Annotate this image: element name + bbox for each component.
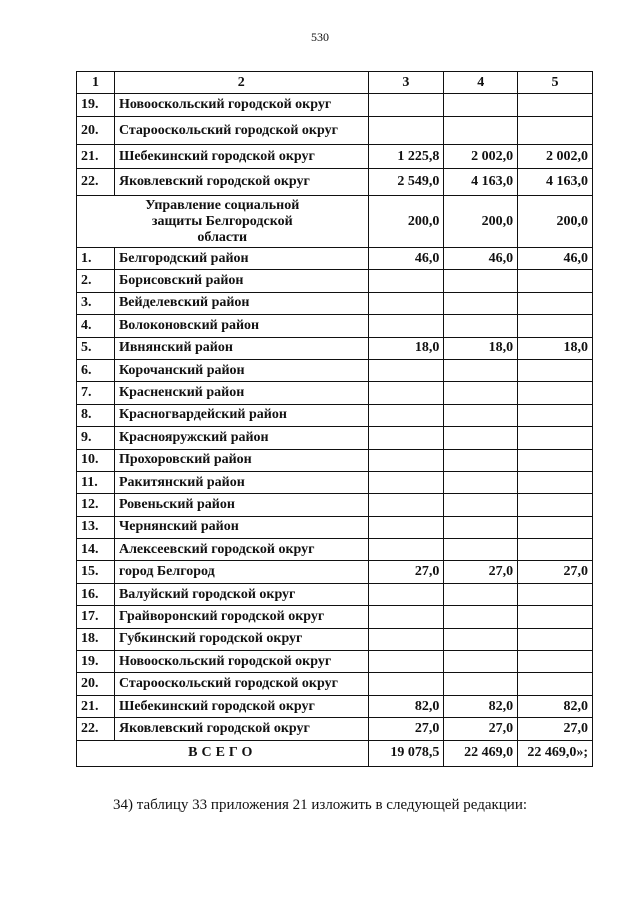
header-cell: 3 bbox=[368, 72, 444, 94]
row-number: 22. bbox=[77, 169, 115, 196]
row-number: 2. bbox=[77, 270, 115, 292]
total-row bbox=[77, 740, 593, 766]
row-number: 11. bbox=[77, 471, 115, 493]
row-name: Вейделевский район bbox=[114, 292, 368, 314]
table-row bbox=[77, 117, 593, 145]
budget-table bbox=[76, 71, 593, 767]
row-value: 2 002,0 bbox=[518, 145, 593, 169]
table-row bbox=[77, 404, 593, 426]
row-value: 200,0 bbox=[368, 196, 444, 248]
row-number: 19. bbox=[77, 94, 115, 117]
row-name: Белгородский район bbox=[114, 248, 368, 270]
row-value bbox=[444, 382, 518, 404]
table-row bbox=[77, 382, 593, 404]
row-value bbox=[368, 94, 444, 117]
row-value: 27,0 bbox=[444, 718, 518, 740]
table-row bbox=[77, 169, 593, 196]
table-row bbox=[77, 651, 593, 673]
row-value bbox=[518, 628, 593, 650]
row-name: город Белгород bbox=[114, 561, 368, 583]
row-value bbox=[368, 606, 444, 628]
total-value: 19 078,5 bbox=[368, 740, 444, 766]
row-value bbox=[368, 516, 444, 538]
row-value bbox=[444, 494, 518, 516]
row-value bbox=[368, 494, 444, 516]
table-row bbox=[77, 516, 593, 538]
row-value bbox=[518, 651, 593, 673]
table-row bbox=[77, 94, 593, 117]
row-value bbox=[444, 651, 518, 673]
row-value bbox=[368, 404, 444, 426]
row-value: 82,0 bbox=[368, 695, 444, 717]
row-name: Новооскольский городской округ bbox=[114, 94, 368, 117]
row-value: 18,0 bbox=[518, 337, 593, 359]
row-value: 200,0 bbox=[444, 196, 518, 248]
row-value: 46,0 bbox=[518, 248, 593, 270]
row-name: Ивнянский район bbox=[114, 337, 368, 359]
row-value: 2 549,0 bbox=[368, 169, 444, 196]
table-row bbox=[77, 494, 593, 516]
row-value bbox=[368, 673, 444, 695]
row-name: Старооскольский городской округ bbox=[114, 673, 368, 695]
row-number: 18. bbox=[77, 628, 115, 650]
table-row bbox=[77, 315, 593, 337]
table-row bbox=[77, 583, 593, 605]
row-value: 82,0 bbox=[518, 695, 593, 717]
row-value bbox=[368, 117, 444, 145]
row-value bbox=[518, 382, 593, 404]
row-name: Губкинский городской округ bbox=[114, 628, 368, 650]
row-value bbox=[444, 471, 518, 493]
row-value: 2 002,0 bbox=[444, 145, 518, 169]
table-row bbox=[77, 337, 593, 359]
row-value bbox=[518, 292, 593, 314]
row-number: 12. bbox=[77, 494, 115, 516]
row-value bbox=[518, 117, 593, 145]
row-name: Яковлевский городской округ bbox=[114, 169, 368, 196]
table-row bbox=[77, 292, 593, 314]
row-number: 20. bbox=[77, 117, 115, 145]
table-row bbox=[77, 427, 593, 449]
row-value bbox=[444, 449, 518, 471]
row-value bbox=[444, 117, 518, 145]
table-row bbox=[77, 606, 593, 628]
row-number: 21. bbox=[77, 145, 115, 169]
header-cell: 5 bbox=[518, 72, 593, 94]
table-row bbox=[77, 539, 593, 561]
row-value bbox=[368, 651, 444, 673]
header-row bbox=[77, 72, 593, 94]
row-name: Волоконовский район bbox=[114, 315, 368, 337]
row-value bbox=[368, 270, 444, 292]
table-row bbox=[77, 248, 593, 270]
row-value bbox=[368, 292, 444, 314]
row-name: Прохоровский район bbox=[114, 449, 368, 471]
row-name: Новооскольский городской округ bbox=[114, 651, 368, 673]
row-value bbox=[444, 315, 518, 337]
row-number: 7. bbox=[77, 382, 115, 404]
table-row bbox=[77, 695, 593, 717]
section-row bbox=[77, 196, 593, 248]
row-value: 27,0 bbox=[368, 718, 444, 740]
row-number: 14. bbox=[77, 539, 115, 561]
row-value bbox=[444, 427, 518, 449]
footer-instruction: 34) таблицу 33 приложения 21 изложить в следующей редакции: bbox=[112, 797, 528, 813]
header-cell: 4 bbox=[444, 72, 518, 94]
row-name: Алексеевский городской округ bbox=[114, 539, 368, 561]
row-name: Ракитянский район bbox=[114, 471, 368, 493]
row-value bbox=[368, 359, 444, 381]
row-number: 20. bbox=[77, 673, 115, 695]
row-number: 10. bbox=[77, 449, 115, 471]
row-number: 15. bbox=[77, 561, 115, 583]
row-value bbox=[368, 583, 444, 605]
row-number: 13. bbox=[77, 516, 115, 538]
header-cell: 1 bbox=[77, 72, 115, 94]
row-value bbox=[444, 673, 518, 695]
row-name: Старооскольский городской округ bbox=[114, 117, 368, 145]
row-name: Краснояружский район bbox=[114, 427, 368, 449]
row-value bbox=[444, 628, 518, 650]
table-row bbox=[77, 718, 593, 740]
table-row bbox=[77, 628, 593, 650]
row-value bbox=[444, 606, 518, 628]
row-name: Корочанский район bbox=[114, 359, 368, 381]
row-value: 4 163,0 bbox=[518, 169, 593, 196]
row-value: 1 225,8 bbox=[368, 145, 444, 169]
row-number: 21. bbox=[77, 695, 115, 717]
row-value bbox=[518, 516, 593, 538]
row-value: 27,0 bbox=[518, 561, 593, 583]
row-value bbox=[444, 404, 518, 426]
row-value bbox=[518, 427, 593, 449]
row-name: Грайворонский городской округ bbox=[114, 606, 368, 628]
row-number: 19. bbox=[77, 651, 115, 673]
header-cell: 2 bbox=[114, 72, 368, 94]
row-name: Шебекинский городской округ bbox=[114, 145, 368, 169]
row-number: 22. bbox=[77, 718, 115, 740]
row-name: Красненский район bbox=[114, 382, 368, 404]
row-name: Яковлевский городской округ bbox=[114, 718, 368, 740]
row-name: Шебекинский городской округ bbox=[114, 695, 368, 717]
row-number: 17. bbox=[77, 606, 115, 628]
row-value bbox=[444, 516, 518, 538]
row-value bbox=[518, 606, 593, 628]
row-name: Борисовский район bbox=[114, 270, 368, 292]
total-value: 22 469,0»; bbox=[518, 740, 593, 766]
row-value: 46,0 bbox=[368, 248, 444, 270]
row-number: 8. bbox=[77, 404, 115, 426]
row-number: 9. bbox=[77, 427, 115, 449]
row-value: 4 163,0 bbox=[444, 169, 518, 196]
row-value bbox=[368, 315, 444, 337]
row-number: 5. bbox=[77, 337, 115, 359]
row-value: 82,0 bbox=[444, 695, 518, 717]
table-row bbox=[77, 561, 593, 583]
row-value bbox=[444, 539, 518, 561]
row-value: 27,0 bbox=[368, 561, 444, 583]
row-value bbox=[518, 315, 593, 337]
row-value bbox=[444, 583, 518, 605]
row-value bbox=[518, 583, 593, 605]
row-value: 27,0 bbox=[518, 718, 593, 740]
row-value bbox=[368, 628, 444, 650]
row-value bbox=[518, 449, 593, 471]
page-number: 530 bbox=[311, 30, 329, 44]
row-number: 4. bbox=[77, 315, 115, 337]
row-value bbox=[518, 494, 593, 516]
row-value bbox=[518, 359, 593, 381]
table-row bbox=[77, 449, 593, 471]
row-value bbox=[518, 94, 593, 117]
row-name: Чернянский район bbox=[114, 516, 368, 538]
total-label: ВСЕГО bbox=[77, 740, 369, 766]
row-value bbox=[368, 449, 444, 471]
row-number: 1. bbox=[77, 248, 115, 270]
table-row bbox=[77, 359, 593, 381]
row-number: 16. bbox=[77, 583, 115, 605]
table-row bbox=[77, 471, 593, 493]
row-value bbox=[444, 359, 518, 381]
row-value bbox=[444, 292, 518, 314]
row-value bbox=[518, 471, 593, 493]
row-value bbox=[444, 94, 518, 117]
row-value bbox=[518, 539, 593, 561]
row-name: Валуйский городской округ bbox=[114, 583, 368, 605]
row-value bbox=[368, 382, 444, 404]
row-value bbox=[518, 673, 593, 695]
row-value: 27,0 bbox=[444, 561, 518, 583]
table-row bbox=[77, 145, 593, 169]
row-value: 46,0 bbox=[444, 248, 518, 270]
row-value bbox=[368, 471, 444, 493]
row-value bbox=[444, 270, 518, 292]
row-number: 3. bbox=[77, 292, 115, 314]
table-row bbox=[77, 270, 593, 292]
row-number: 6. bbox=[77, 359, 115, 381]
row-name: Ровеньский район bbox=[114, 494, 368, 516]
row-value: 18,0 bbox=[444, 337, 518, 359]
row-value bbox=[368, 427, 444, 449]
total-value: 22 469,0 bbox=[444, 740, 518, 766]
row-name: Красногвардейский район bbox=[114, 404, 368, 426]
row-value bbox=[518, 270, 593, 292]
row-value bbox=[518, 404, 593, 426]
row-value bbox=[368, 539, 444, 561]
row-value: 18,0 bbox=[368, 337, 444, 359]
section-title: Управление социальной защиты Белгородской области bbox=[77, 196, 369, 248]
table-row bbox=[77, 673, 593, 695]
row-value: 200,0 bbox=[518, 196, 593, 248]
